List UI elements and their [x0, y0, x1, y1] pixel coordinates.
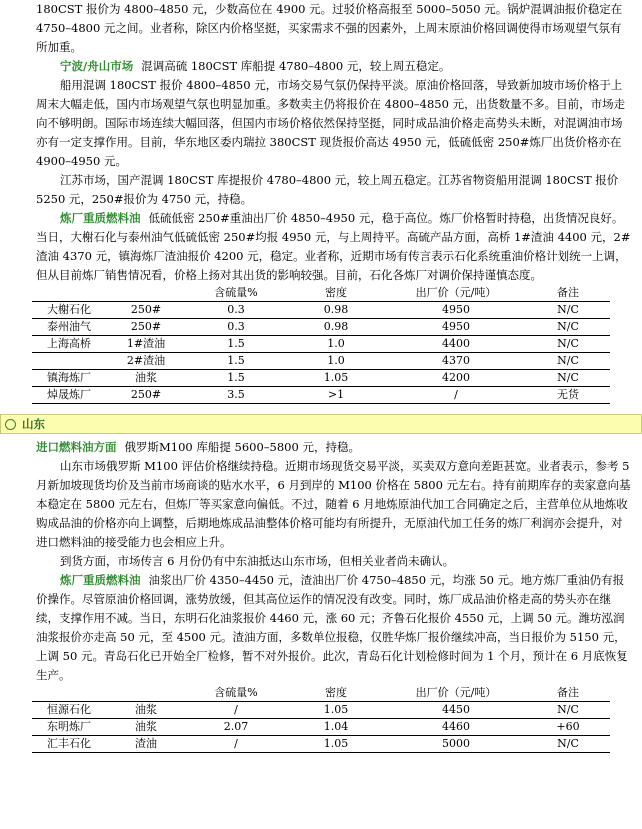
table-row: [32, 353, 610, 370]
table-cell: 1#渣油: [106, 336, 186, 353]
refinery-text-2: 油浆出厂价 4350–4450 元，渣油出厂价 4750–4850 元，均涨 50 元。地方炼厂重油仍有报价操作。尽管原油价格回调，涨势放缓，但其高位运作的情况没有改变。同时，炼厂成品油价格走高的势头亦在继续，支撑作用不减。当日，东明石化油浆报价 4460 元，涨 60 元；齐鲁石化报价 4550 元，上调 50 元。潍坊泓润油浆报价亦走高 50 元，至 4500 元。渣油方面，多数单位报稳，仅胜华炼厂报价继续冲高，当日报价为 5150 元，上调 50 元。青岛石化已开始全厂检修，暂不对外报价。此次，青岛石化计划检修时间为 1 个月，预计在 6 月底恢复生产。: [36, 573, 628, 682]
table-header-cell: 含硫量%: [186, 685, 286, 702]
table-cell: 大榭石化: [32, 302, 106, 319]
table-cell: 3.5: [186, 387, 286, 404]
table-cell: >1: [286, 387, 386, 404]
table-cell: 250#: [106, 302, 186, 319]
table-cell: [32, 353, 106, 370]
table-row: [32, 336, 610, 353]
import-summary: 俄罗斯M100 库船提 5600–5800 元，持稳。: [124, 440, 360, 454]
table-cell: /: [386, 387, 526, 404]
table-cell: +60: [526, 719, 610, 736]
table-header-cell: 密度: [286, 685, 386, 702]
table-cell: 0.98: [286, 302, 386, 319]
table-cell: 2.07: [186, 719, 286, 736]
table-header-cell: 含硫量%: [186, 285, 286, 302]
table-cell: 2#渣油: [106, 353, 186, 370]
table-cell: N/C: [526, 319, 610, 336]
table-cell: 油浆: [106, 370, 186, 387]
table-cell: /: [186, 702, 286, 719]
table-cell: 1.5: [186, 336, 286, 353]
table-header-cell: [106, 285, 186, 302]
table-cell: 4950: [386, 319, 526, 336]
table-cell: N/C: [526, 336, 610, 353]
ningbo-label: 宁波/舟山市场: [60, 59, 134, 73]
table-cell: 4370: [386, 353, 526, 370]
import-label: 进口燃料油方面: [36, 440, 117, 454]
table-header-cell: 备注: [526, 685, 610, 702]
table-row: [32, 319, 610, 336]
import-section: [0, 438, 642, 457]
table-cell: 1.04: [286, 719, 386, 736]
table-cell: 泰州油气: [32, 319, 106, 336]
paragraph-4: 山东市场俄罗斯 M100 评估价格继续持稳。近期市场现货交易平淡，买卖双方意向差距甚宽。业者表示，参考 5 月新加坡现货均价及当前市场商谈的贴水水平，6 月到岸的 M100 价格在 5800 元左右。持有前期库存的卖家意向基本稳定在 5800 元左右，但炼厂等买家意向偏低。不过，随着 6 月地炼原油代加工合同确定之后，主营单位从地炼收购成品油的价格亦向上调整，后期地炼成品油整体价格可能均有所提升，无原油代加工任务的炼厂利润亦会提升，对进口燃料油的接受能力也会相应上升。: [36, 459, 631, 549]
table-cell: 4460: [386, 719, 526, 736]
table-cell: N/C: [526, 302, 610, 319]
section-title: 山东: [22, 417, 45, 431]
table-row: [32, 370, 610, 387]
price-table-2: [32, 685, 610, 753]
table-cell: 4200: [386, 370, 526, 387]
table-header-cell: [106, 685, 186, 702]
table-header-cell: [32, 285, 106, 302]
table-cell: 1.5: [186, 370, 286, 387]
table-row: [32, 719, 610, 736]
table-cell: 250#: [106, 387, 186, 404]
table-cell: N/C: [526, 736, 610, 753]
table-row: [32, 736, 610, 753]
paragraph-3: 江苏市场，国产混调 180CST 库提报价 4780–4800 元，较上周五稳定。江苏省物资船用混调 180CST 报价 5250 元，250#报价为 4750 元，持稳。: [36, 173, 619, 206]
refinery-text-1: 低硫低密 250#重油出厂价 4850–4950 元，稳于高位。炼厂价格暂时持稳，出货情况良好。当日，大榭石化与泰州油气低硫低密 250#均报 4950 元，与上周持平。高硫产品方面，高桥 1#渣油 4400 元，2#渣油 4370 元，镇海炼厂渣油报价 4200 元，稳定。业者称，近期市场有传言表示石化系统重油价格计划统一上调，但从目前炼厂销售情况看，价格上扬对其出货的影响较强。目前，石化各炼厂对调价保持谨慎态度。: [36, 211, 631, 282]
table-cell: 焯晟炼厂: [32, 387, 106, 404]
paragraph-5: 到货方面，市场传言 6 月份仍有中东油抵达山东市场，但相关业者尚未确认。: [60, 554, 455, 568]
table-header-cell: 备注: [526, 285, 610, 302]
table-cell: 0.3: [186, 319, 286, 336]
table-cell: 4400: [386, 336, 526, 353]
table-cell: 0.98: [286, 319, 386, 336]
table-cell: 油浆: [106, 702, 186, 719]
table-cell: 5000: [386, 736, 526, 753]
circle-bullet-icon: [5, 419, 16, 430]
table-cell: 恒源石化: [32, 702, 106, 719]
section-header-shandong: [0, 414, 642, 434]
table-header-row: [32, 685, 610, 702]
table-row: [32, 302, 610, 319]
table-cell: 250#: [106, 319, 186, 336]
ningbo-section: [0, 57, 642, 76]
table-cell: 4450: [386, 702, 526, 719]
ningbo-summary: 混调高硫 180CST 库船提 4780–4800 元，较上周五稳定。: [141, 59, 451, 73]
refinery-section-2: [0, 571, 642, 685]
table-cell: N/C: [526, 702, 610, 719]
table-header-row: [32, 285, 610, 302]
table-cell: 1.05: [286, 702, 386, 719]
table-cell: 0.3: [186, 302, 286, 319]
table-cell: 1.05: [286, 370, 386, 387]
table-cell: 1.5: [186, 353, 286, 370]
refinery-label-1: 炼厂重质燃料油: [60, 211, 141, 225]
refinery-section-1: [0, 209, 642, 285]
table-header-cell: 出厂价（元/吨）: [386, 285, 526, 302]
table-cell: 汇丰石化: [32, 736, 106, 753]
table-cell: 上海高桥: [32, 336, 106, 353]
table-header-cell: 密度: [286, 285, 386, 302]
table-cell: N/C: [526, 353, 610, 370]
table-cell: 镇海炼厂: [32, 370, 106, 387]
table-header-cell: [32, 685, 106, 702]
table-cell: 东明炼厂: [32, 719, 106, 736]
table-cell: 4950: [386, 302, 526, 319]
table-cell: 油浆: [106, 719, 186, 736]
table-cell: 1.0: [286, 353, 386, 370]
table-header-cell: 出厂价（元/吨）: [386, 685, 526, 702]
table-cell: 渣油: [106, 736, 186, 753]
table-row: [32, 387, 610, 404]
table-cell: 1.05: [286, 736, 386, 753]
table-cell: 1.0: [286, 336, 386, 353]
table-row: [32, 702, 610, 719]
table-cell: /: [186, 736, 286, 753]
table-cell: 无货: [526, 387, 610, 404]
refinery-label-2: 炼厂重质燃料油: [60, 573, 141, 587]
price-table-1: [32, 285, 610, 404]
paragraph-1: 180CST 报价为 4800–4850 元，少数高位在 4900 元。过驳价格高报至 5000–5050 元。锅炉混调油报价稳定在 4750–4800 元之间。业者称，除区内价格坚挺，买家需求不强的因素外，上周末原油价格回调使得市场观望气氛有所加重。: [36, 2, 623, 54]
table-cell: N/C: [526, 370, 610, 387]
paragraph-2: 船用混调 180CST 报价 4800–4850 元，市场交易气氛仍保持平淡。原油价格回落，导致新加坡市场价格于上周末大幅走低，国内市场观望气氛也明显加重。多数卖主仍将报价在 4800–4850 元，出货数量不多。目前，市场走向不够明朗。国际市场连续大幅回落，但国内市场价格依然保持坚挺，同时成品油价格走高势头未断，对混调油市场亦有一定支撑作用。目前，华东地区委内瑞拉 380CST 现货报价高达 4950 元，低硫低密 250#炼厂出货价格亦在 4900–4950 元。: [36, 78, 626, 168]
